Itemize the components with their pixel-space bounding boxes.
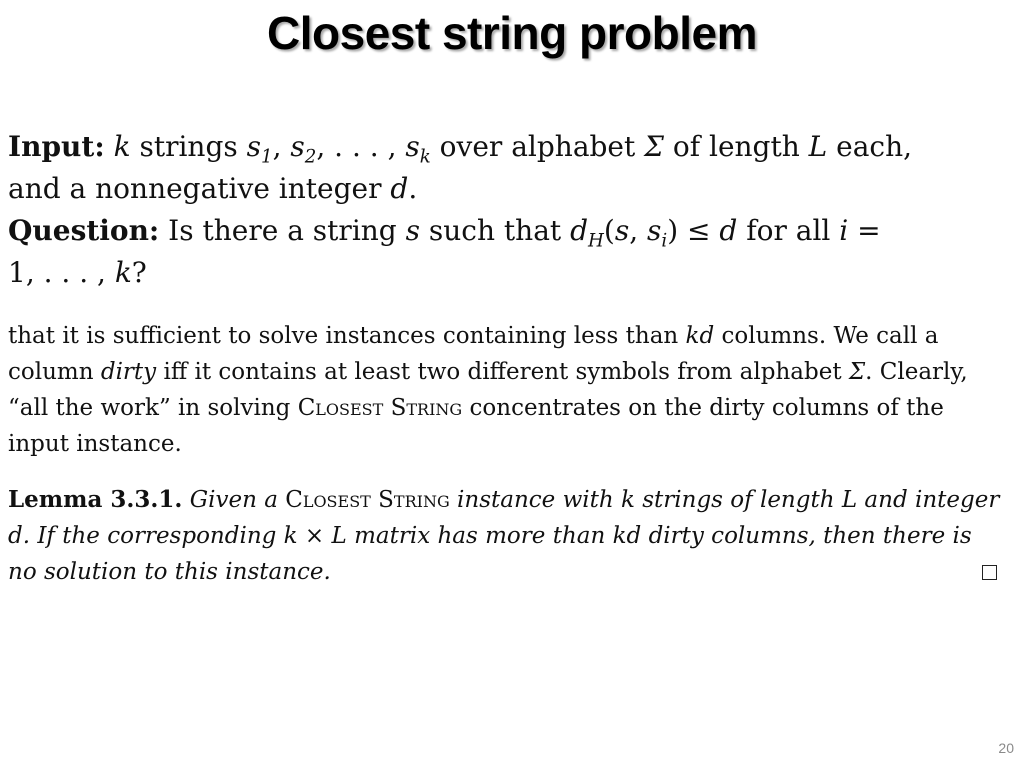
input-line-2: and a nonnegative integer d. bbox=[8, 172, 418, 205]
math-leq: ≤ bbox=[678, 214, 720, 247]
question-line-2: 1, . . . , k? bbox=[8, 256, 147, 289]
input-text-of-length: of length bbox=[663, 130, 809, 163]
math-kd: kd bbox=[685, 323, 715, 349]
body-paragraph: that it is sufficient to solve instances containing less than kd columns. We call a column dirty iff it contains at least two different symbols from alphabet Σ. Clearly, “all the work” in solving Closest String concentrates on the dirty columns of the input instance. bbox=[8, 323, 968, 457]
qed-box-icon bbox=[982, 565, 997, 580]
question-text-for-all: for all bbox=[737, 214, 840, 247]
math-s2: $s_2$ bbox=[290, 130, 317, 168]
math-dH: $d_H$ bbox=[570, 214, 604, 252]
input-text-strings: strings bbox=[130, 130, 247, 163]
question-line: Question: Is there a string s such that $d_H(s$, $s_i) \le d$ for all i = bbox=[8, 214, 881, 252]
input-text-each: each, bbox=[827, 130, 913, 163]
question-label: Question: bbox=[8, 214, 160, 247]
math-si: $s_i$ bbox=[647, 214, 668, 252]
math-k: k bbox=[113, 130, 131, 163]
math-ellipsis: , . . . , bbox=[316, 130, 406, 163]
math-sigma: Σ bbox=[644, 130, 664, 163]
math-sigma: Σ bbox=[848, 359, 866, 385]
closest-string-smallcaps: Closest String bbox=[297, 395, 463, 421]
problem-definition bbox=[8, 126, 1004, 294]
question-text-such-that: such that bbox=[420, 214, 571, 247]
closest-string-smallcaps: Closest String bbox=[285, 487, 450, 513]
math-L: L bbox=[808, 130, 828, 163]
input-line: Input: k strings $s_1$, $s_2$, . . . , $s_k$ over alphabet Σ of length L each, bbox=[8, 130, 913, 168]
term-dirty: dirty bbox=[100, 359, 157, 385]
slide-title: Closest string problem bbox=[267, 7, 757, 59]
lemma bbox=[8, 482, 1004, 590]
lemma-statement: Given a Closest String instance with k strings of length L and integer d. If the corresponding k × L matrix has more than kd dirty columns, then there is no solution to this instance. bbox=[8, 487, 1000, 585]
input-label: Input: bbox=[8, 130, 105, 163]
input-text-nonneg: and a nonnegative integer bbox=[8, 172, 391, 205]
math-s: s bbox=[405, 214, 420, 247]
question-text-lead: Is there a string bbox=[168, 214, 406, 247]
math-s1: $s_1$ bbox=[246, 130, 273, 168]
math-d: d bbox=[390, 172, 409, 205]
lemma-label: Lemma 3.3.1. bbox=[8, 486, 183, 513]
input-text-over: over alphabet bbox=[430, 130, 645, 163]
math-sk: $s_k$ bbox=[405, 130, 431, 168]
page-number: 20 bbox=[998, 740, 1014, 756]
